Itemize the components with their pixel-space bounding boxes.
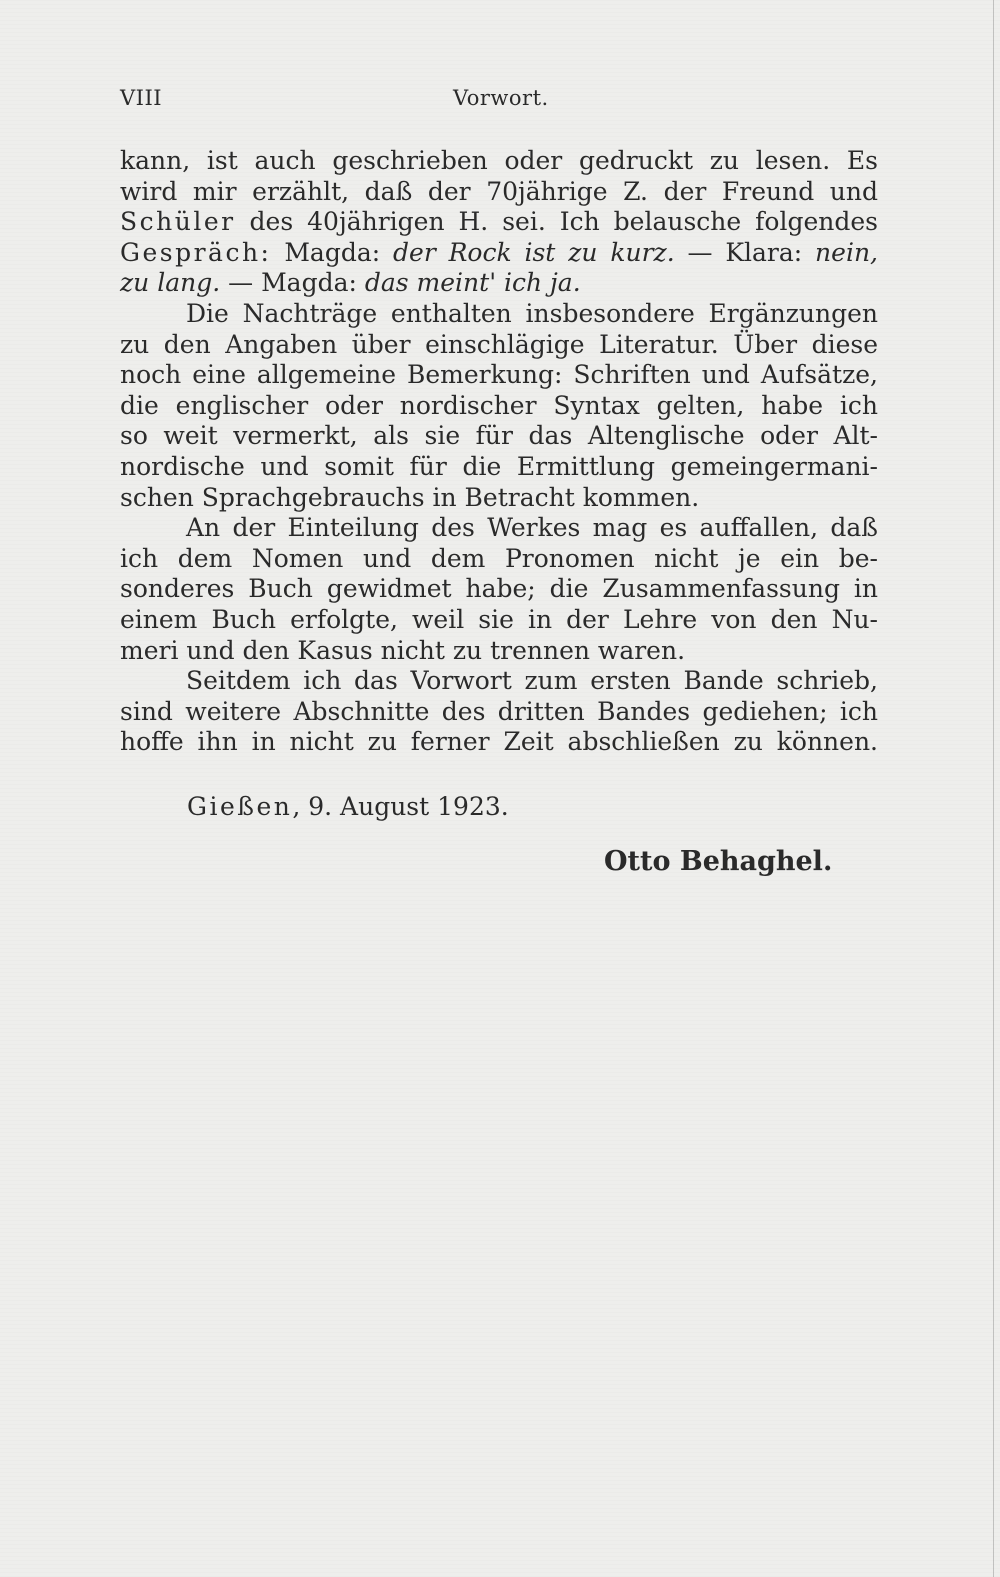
italic-text: zu lang. [120, 268, 221, 298]
page-number: VIII [120, 86, 163, 110]
spaced-text: Schüler [120, 207, 236, 237]
page-header [120, 86, 880, 116]
text-line: Die Nachträge enthalten insbesondere Ergänzungen [186, 298, 878, 328]
text-span: Magda: [271, 237, 394, 267]
italic-text: das meint' ich ja. [364, 268, 581, 298]
text-line: sind weitere Abschnitte des dritten Bandes gediehen; ich [120, 696, 878, 726]
text-line: wird mir erzählt, daß der 70jährige Z. der Freund und [120, 176, 878, 206]
text-line: kann, ist auch geschrieben oder gedruckt zu lesen. Es [120, 146, 878, 175]
italic-text: nein, [815, 237, 878, 267]
author-signature: Otto Behaghel. [604, 846, 833, 877]
text-line: die englischer oder nordischer Syntax gelten, habe ich [120, 390, 878, 420]
text-line: noch eine allgemeine Bemerkung: Schriften und Aufsätze, [120, 360, 878, 390]
place-name: Gießen [187, 792, 293, 821]
italic-text: der Rock ist zu kurz. [393, 237, 675, 267]
text-line: ich dem Nomen und dem Pronomen nicht je ein be- [120, 543, 878, 573]
date-text: , 9. August 1923. [292, 792, 509, 821]
text-line: Seitdem ich das Vorwort zum ersten Bande schrieb, [186, 666, 878, 696]
text-line: so weit vermerkt, als sie für das Altenglische oder Alt- [120, 421, 878, 451]
text-line: nordische und somit für die Ermittlung gemeingermani- [120, 451, 878, 481]
text-line: einem Buch erfolgte, weil sie in der Lehre von den Nu- [120, 604, 878, 634]
page-edge-line [993, 0, 994, 1577]
text-line [120, 238, 878, 269]
text-line: schen Sprachgebrauchs in Betracht kommen. [120, 482, 700, 512]
place-date [187, 792, 509, 821]
text-line: hoffe ihn in nicht zu ferner Zeit abschließen zu können. [120, 727, 878, 757]
text-line: meri und den Kasus nicht zu trennen waren. [120, 635, 686, 665]
text-line [120, 207, 878, 238]
body-text [120, 146, 878, 758]
text-line: An der Einteilung des Werkes mag es auffallen, daß [186, 513, 878, 543]
running-title: Vorwort. [453, 86, 549, 110]
text-line [120, 268, 878, 299]
spaced-text: Gespräch: [120, 237, 272, 267]
text-line: zu den Angaben über einschlägige Literatur. Über diese [120, 329, 878, 359]
text-span: — Klara: [674, 237, 816, 267]
text-span: — Magda: [220, 268, 365, 298]
text-span: des 40jährigen H. sei. Ich belausche folgendes [235, 207, 878, 237]
text-line: sonderes Buch gewidmet habe; die Zusammenfassung in [120, 574, 878, 604]
